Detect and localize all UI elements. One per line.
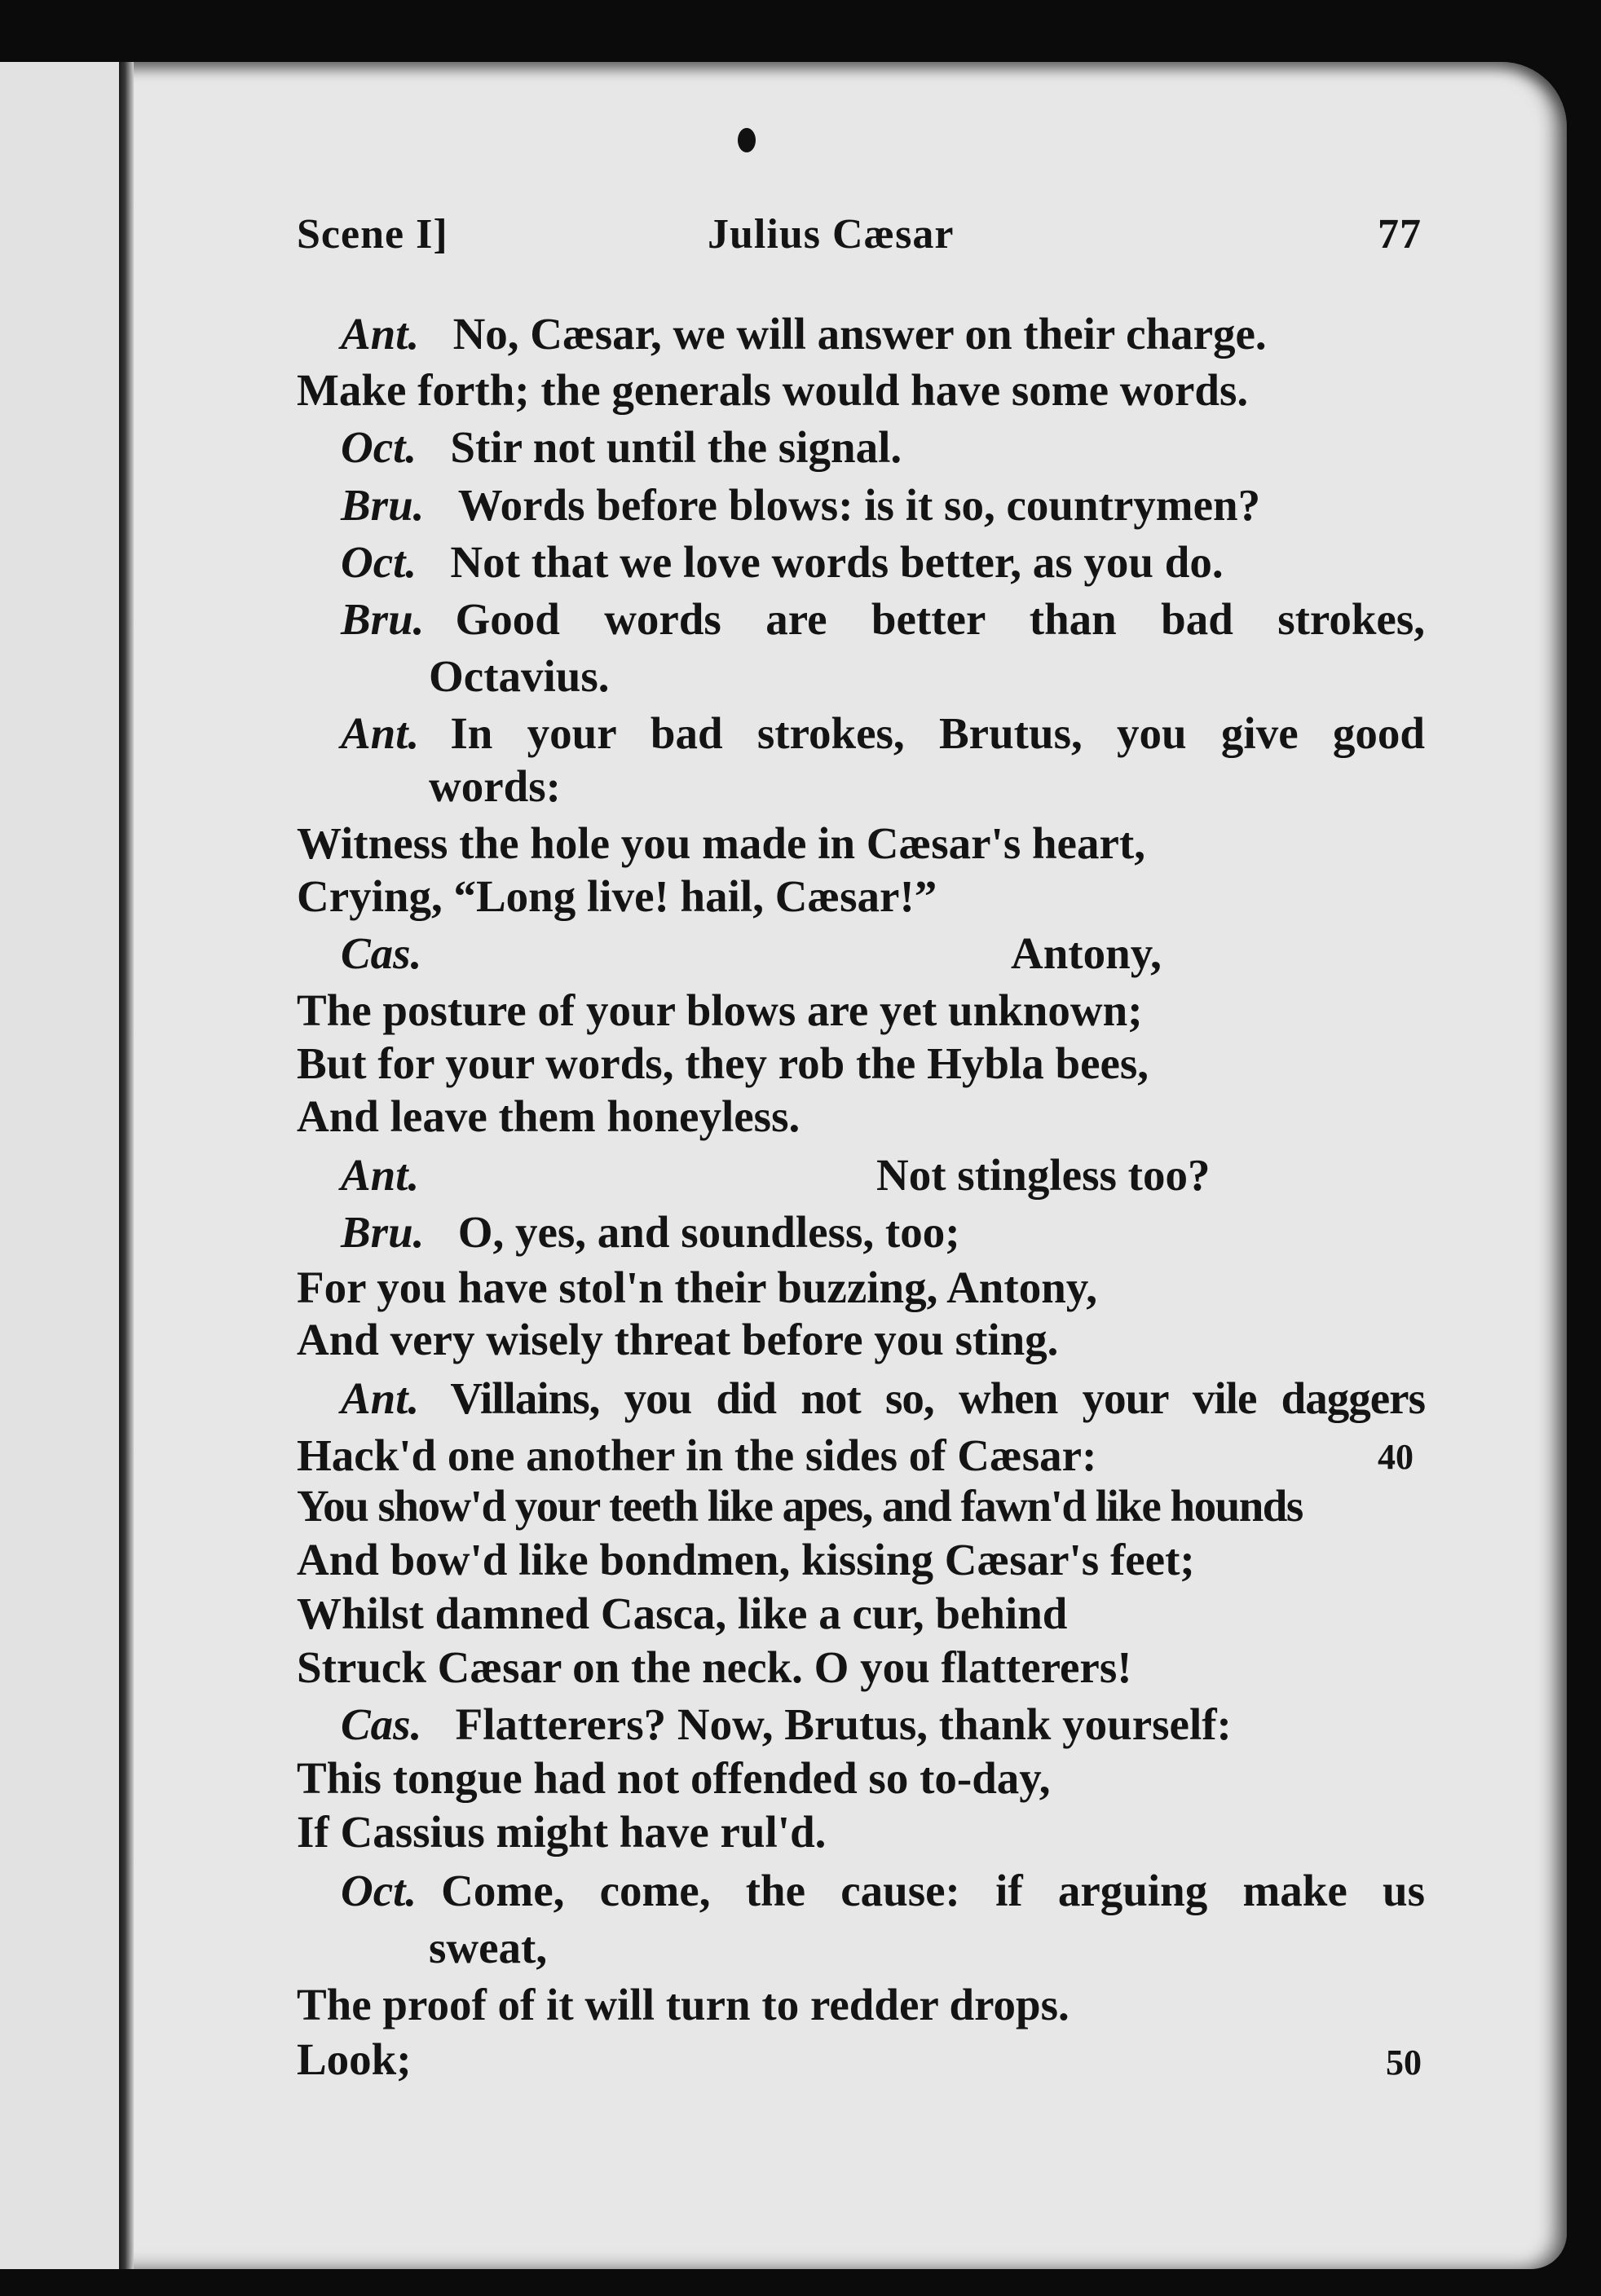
verse-line (297, 1263, 1097, 1312)
line-text: If Cassius might have rul'd. (297, 1807, 827, 1857)
verse-line (297, 1315, 1058, 1364)
line-number: 50 (1386, 2043, 1422, 2082)
line-text: Not that we love words better, as you do. (450, 537, 1224, 587)
line-text: Not stingless too? (876, 1150, 1211, 1200)
speaker-name: Oct. (341, 537, 417, 587)
line-text: Crying, “Long live! hail, Cæsar!” (297, 871, 937, 921)
line-text: Look; (297, 2034, 412, 2084)
line-text: Words before blows: is it so, countrymen? (457, 480, 1261, 530)
speaker-name: Ant. (341, 1373, 420, 1423)
verse-line (341, 481, 1260, 530)
line-text: But for your words, they rob the Hybla bees, (297, 1038, 1149, 1088)
verse-line (341, 1208, 960, 1257)
verse-line-continuation (876, 1151, 1210, 1200)
speaker-name: Oct. (341, 1866, 417, 1915)
ink-blot (738, 128, 756, 152)
verse-line (297, 1589, 1067, 1638)
line-text: And leave them honeyless. (297, 1091, 800, 1141)
book-gutter (119, 62, 134, 2269)
verse-line (429, 762, 561, 811)
line-text: And bow'd like bondmen, kissing Cæsar's feet; (297, 1535, 1195, 1584)
verse-line (297, 1536, 1195, 1584)
verse-line (297, 1039, 1149, 1088)
verse-line (341, 538, 1224, 587)
verse-line (297, 1482, 1303, 1531)
verse-line (297, 366, 1248, 415)
verse-line (297, 1754, 1051, 1803)
line-text: For you have stol'n their buzzing, Antony, (297, 1263, 1097, 1312)
verse-line (297, 819, 1145, 868)
line-text: Good words are better than bad strokes, (455, 594, 1425, 644)
line-text: Struck Cæsar on the neck. O you flatterers! (297, 1642, 1132, 1692)
line-text: Flatterers? Now, Brutus, thank yourself: (455, 1699, 1232, 1749)
verse-line (341, 929, 421, 978)
verse-line (341, 423, 902, 472)
line-text: The proof of it will turn to redder drops. (297, 1980, 1070, 2029)
speaker-name: Ant. (341, 708, 420, 758)
verse-line (297, 1643, 1132, 1692)
previous-page-edge (0, 62, 122, 2269)
verse-line (297, 2035, 412, 2084)
verse-line (341, 1866, 1425, 1915)
speaker-name: Bru. (341, 1207, 425, 1257)
running-head-scene: Scene I] (297, 211, 448, 258)
speaker-name: Oct. (341, 422, 417, 472)
verse-line (341, 709, 1425, 758)
speaker-name: Ant. (341, 1150, 420, 1200)
verse-line (297, 1092, 800, 1141)
line-text: Witness the hole you made in Cæsar's heart, (297, 818, 1145, 868)
line-text: The posture of your blows are yet unknown; (297, 985, 1143, 1035)
verse-line (341, 310, 1267, 359)
line-text: No, Cæsar, we will answer on their charge. (452, 309, 1267, 359)
line-text: Villains, you did not so, when your vile daggers (450, 1373, 1425, 1423)
verse-line-continuation (1011, 929, 1162, 978)
line-text: Whilst damned Casca, like a cur, behind (297, 1589, 1068, 1638)
verse-line (341, 1700, 1232, 1749)
speaker-name: Cas. (341, 928, 422, 978)
line-text: words: (429, 761, 561, 811)
line-text: In your bad strokes, Brutus, you give good (450, 708, 1425, 758)
line-number: 40 (1378, 1437, 1414, 1477)
verse-line (297, 872, 937, 921)
speaker-name: Bru. (341, 480, 425, 530)
verse-line (429, 652, 610, 701)
line-text: This tongue had not offended so to-day, (297, 1753, 1051, 1803)
verse-line (297, 1981, 1070, 2029)
running-head-title: Julius Cæsar (708, 211, 955, 258)
line-text: Stir not until the signal. (450, 422, 902, 472)
verse-line (341, 1151, 419, 1200)
speaker-name: Cas. (341, 1699, 422, 1749)
line-text: You show'd your teeth like apes, and fawn'd like hounds (297, 1481, 1303, 1531)
line-text: Come, come, the cause: if arguing make us (441, 1866, 1425, 1915)
line-text: And very wisely threat before you sting. (297, 1315, 1059, 1364)
line-text: O, yes, and soundless, too; (457, 1207, 960, 1257)
verse-line (429, 1924, 547, 1972)
line-text: Antony, (1011, 928, 1162, 978)
line-text: sweat, (429, 1923, 548, 1972)
speaker-name: Ant. (341, 309, 420, 359)
verse-line (341, 1374, 1425, 1423)
speaker-name: Bru. (341, 594, 425, 644)
verse-line (297, 1431, 1096, 1480)
line-text: Octavius. (429, 651, 610, 701)
line-text: Make forth; the generals would have some words. (297, 365, 1249, 415)
verse-line (297, 986, 1143, 1035)
page-number: 77 (1378, 211, 1422, 258)
line-text: Hack'd one another in the sides of Cæsar: (297, 1430, 1097, 1480)
verse-line (297, 1808, 826, 1857)
verse-line (341, 595, 1425, 644)
